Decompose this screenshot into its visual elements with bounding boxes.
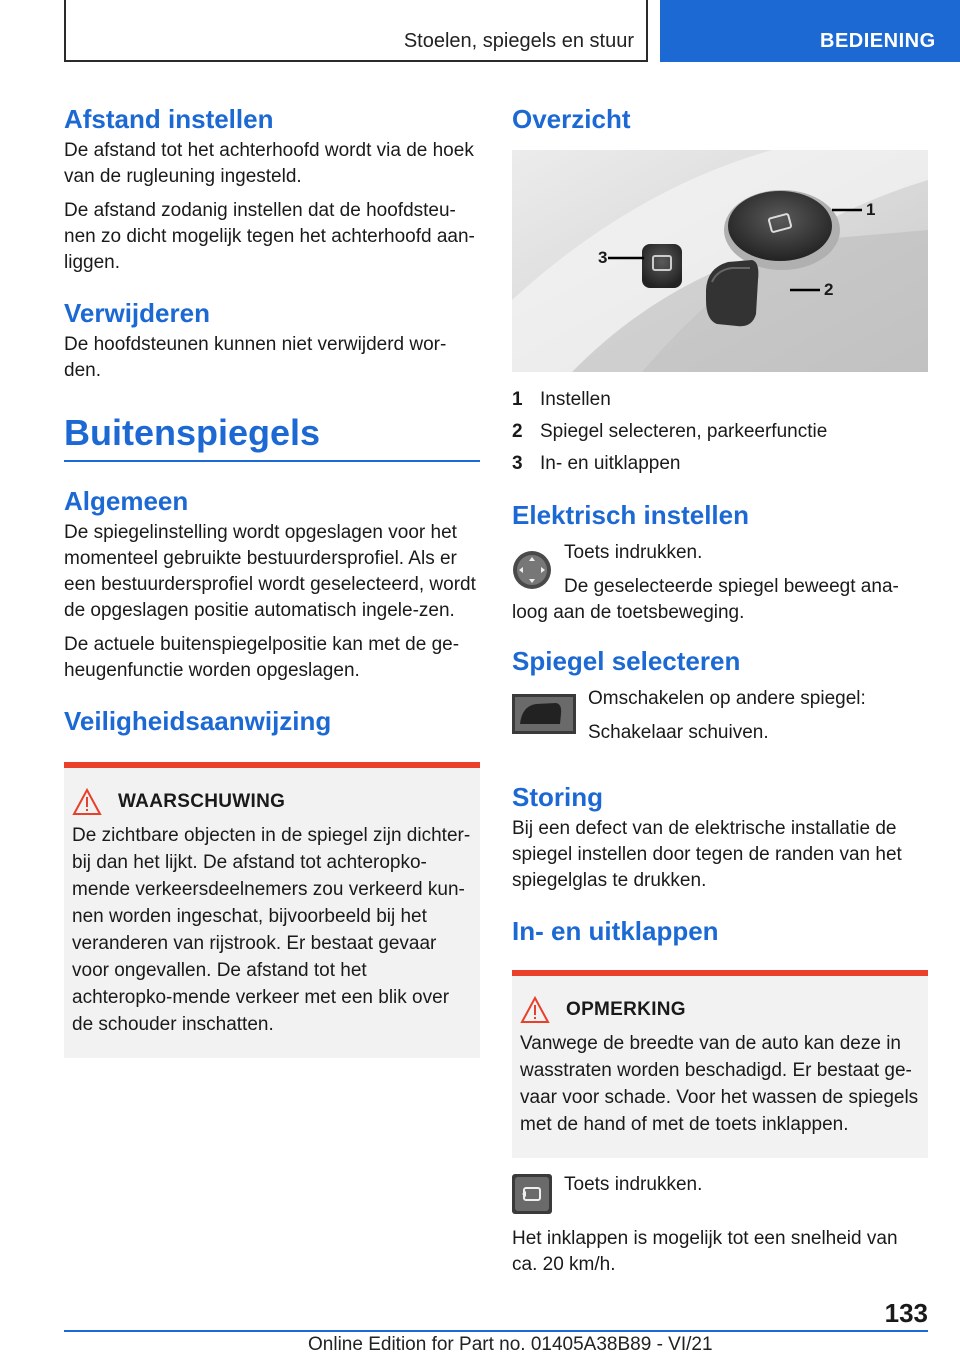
legend-number: 3: [512, 453, 523, 474]
paragraph-afstand-2: De afstand zodanig instellen dat de hoofdsteu-nen zo dicht mogelijk tegen het achterhoofd aan-liggen.: [64, 200, 475, 273]
header-section-box: [64, 0, 648, 62]
mirror-select-switch-icon: [512, 694, 576, 734]
elektrisch-line-1: Toets indrukken.: [564, 542, 703, 563]
warning-triangle-icon: [72, 788, 102, 816]
heading-storing: Storing: [512, 782, 603, 812]
figure-callout-1: 1: [866, 200, 876, 219]
legend-label: Spiegel selecteren, parkeerfunctie: [540, 421, 828, 442]
heading-selecteren: Spiegel selecteren: [512, 646, 741, 676]
warning-title: WAARSCHUWING: [118, 791, 286, 812]
footer-edition: Online Edition for Part no. 01405A38B89 - VI/21: [308, 1334, 713, 1355]
inuit-line-1: Toets indrukken.: [564, 1174, 703, 1195]
mirror-adjust-button-icon: [512, 550, 552, 590]
selecteren-block: [512, 686, 928, 758]
notice-text: Vanwege de breedte van de auto kan deze in wasstraten worden beschadigd. Er bestaat ge-vaar voor schade. Voor het wassen de spiegels met de hand of met de toets inklappen.: [520, 1033, 919, 1135]
paragraph-afstand-1: De afstand tot het achterhoofd wordt via de hoek van de rugleuning ingesteld.: [64, 140, 474, 187]
elektrisch-block: [512, 540, 928, 626]
chapter-title: Buitenspiegels: [64, 412, 321, 453]
heading-verwijderen: Verwijderen: [64, 298, 210, 328]
notice-box: [512, 970, 928, 1158]
figure-callout-2: 2: [824, 280, 834, 299]
legend-item: [512, 416, 928, 448]
paragraph-algemeen-2: De actuele buitenspiegelpositie kan met de ge-heugenfunctie worden opgeslagen.: [64, 634, 460, 681]
paragraph-inuit: Het inklappen is mogelijk tot een snelheid van ca. 20 km/h.: [512, 1228, 898, 1275]
figure-callout-3: 3: [598, 248, 608, 267]
mirror-fold-button-icon: [512, 1174, 552, 1214]
heading-overzicht: Overzicht: [512, 104, 631, 134]
chapter-heading-wrap: [64, 406, 480, 462]
selecteren-line-1: Omschakelen op andere spiegel:: [588, 688, 866, 709]
legend-number: 1: [512, 389, 523, 410]
inuit-block: [512, 1172, 928, 1226]
footer-rule: [64, 1330, 928, 1332]
warning-box: [64, 762, 480, 1058]
notice-triangle-icon: [520, 996, 550, 1024]
heading-afstand: Afstand instellen: [64, 104, 274, 134]
notice-title: OPMERKING: [566, 999, 686, 1020]
warning-header: [72, 788, 472, 816]
legend-label: Instellen: [540, 389, 611, 410]
heading-elektrisch: Elektrisch instellen: [512, 500, 749, 530]
heading-inuitklappen: In- en uitklappen: [512, 916, 719, 946]
selecteren-line-2: Schakelaar schuiven.: [588, 722, 769, 743]
paragraph-verwijderen: De hoofdsteunen kunnen niet verwijderd wor-den.: [64, 334, 447, 381]
figure-legend: [512, 384, 928, 480]
heading-veiligheid: Veiligheidsaanwijzing: [64, 706, 332, 736]
left-column: [64, 100, 480, 1058]
notice-header: [520, 996, 920, 1024]
paragraph-algemeen-1: De spiegelinstelling wordt opgeslagen voor het momenteel gebruikte bestuurdersprofiel. Als er een bestuurdersprofiel wordt geselecteerd, wordt de opgeslagen positie automatisch ingele-zen.: [64, 522, 476, 621]
warning-text: De zichtbare objecten in de spiegel zijn dichter-bij dan het lijkt. De afstand tot achteropko-mende verkeersdeelnemers zou verkeerd kun-nen worden ingeschat, bijvoorbeeld bij het veranderen van rijstrook. Er bestaat gevaar voor ongevallen. De afstand tot het achteropko-mende verkeer met een blik over de schouder inschatten.: [72, 825, 471, 1035]
header-section-title: Stoelen, spiegels en stuur: [403, 30, 634, 52]
header-tab[interactable]: BEDIENING: [660, 0, 960, 62]
heading-algemeen: Algemeen: [64, 486, 189, 516]
mirror-control-figure: [512, 150, 928, 372]
legend-number: 2: [512, 421, 523, 442]
page-number: 133: [884, 1298, 928, 1328]
right-column: [512, 100, 928, 1286]
paragraph-storing: Bij een defect van de elektrische installatie de spiegel instellen door tegen de randen van het spiegelglas te drukken.: [512, 818, 902, 891]
legend-label: In- en uitklappen: [540, 453, 681, 474]
elektrisch-line-2: De geselecteerde spiegel beweegt ana-loog aan de toetsbeweging.: [512, 576, 899, 623]
legend-item: [512, 384, 928, 416]
legend-item: [512, 448, 928, 480]
mirror-control-illustration: [512, 150, 928, 372]
